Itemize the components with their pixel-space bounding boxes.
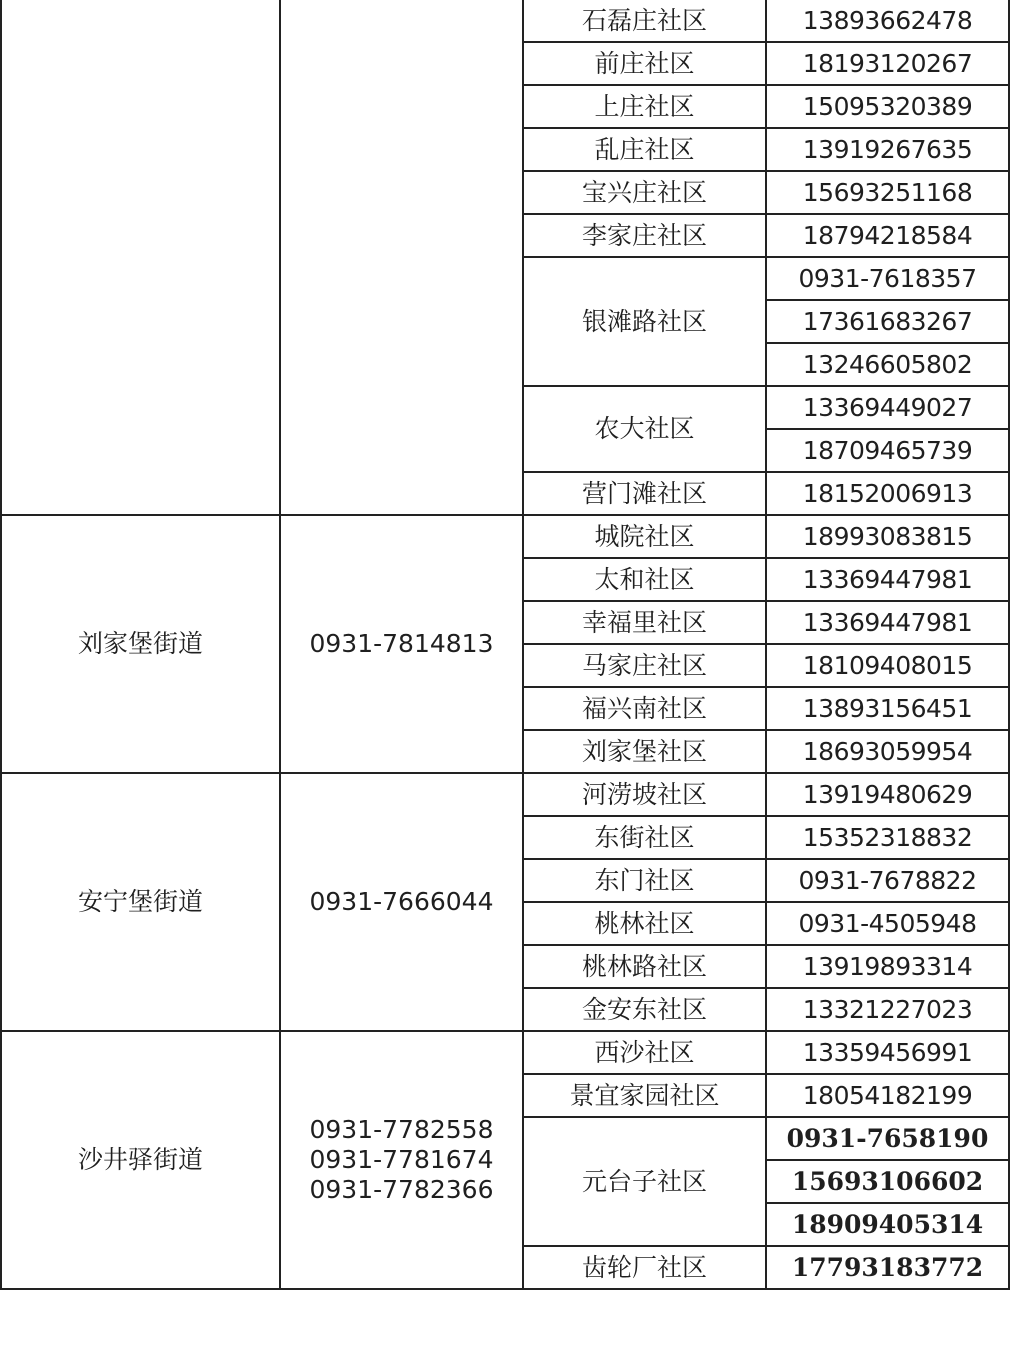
table-row xyxy=(1,1031,1009,1074)
community-phone-cell: 18152006913 xyxy=(766,472,1009,515)
community-phone-cell: 15352318832 xyxy=(766,816,1009,859)
community-phone-cell: 18054182199 xyxy=(766,1074,1009,1117)
community-phone-cell: 17361683267 xyxy=(766,300,1009,343)
community-name-cell: 桃林路社区 xyxy=(523,945,766,988)
community-name-cell: 齿轮厂社区 xyxy=(523,1246,766,1289)
community-phone-cell: 17793183772 xyxy=(766,1246,1009,1289)
street-name-cell: 沙井驿街道 xyxy=(1,1031,280,1289)
community-phone-cell: 13919893314 xyxy=(766,945,1009,988)
community-name-cell: 刘家堡社区 xyxy=(523,730,766,773)
street-phone: 0931-7782366 xyxy=(309,1175,494,1204)
community-phone-cell: 18109408015 xyxy=(766,644,1009,687)
community-name-cell: 西沙社区 xyxy=(523,1031,766,1074)
community-phone-cell: 0931-7658190 xyxy=(766,1117,1009,1160)
table-row xyxy=(1,0,1009,42)
community-phone-cell: 13919480629 xyxy=(766,773,1009,816)
street-phone-cell xyxy=(280,773,523,1031)
community-phone-cell: 0931-7678822 xyxy=(766,859,1009,902)
community-phone-cell: 13369447981 xyxy=(766,558,1009,601)
street-phone: 0931-7666044 xyxy=(309,887,494,916)
community-name-cell: 前庄社区 xyxy=(523,42,766,85)
street-phone-cell xyxy=(280,0,523,515)
community-name-cell: 宝兴庄社区 xyxy=(523,171,766,214)
community-phone-cell: 13919267635 xyxy=(766,128,1009,171)
community-phone-cell: 18794218584 xyxy=(766,214,1009,257)
community-phone-cell: 18709465739 xyxy=(766,429,1009,472)
community-phone-cell: 18693059954 xyxy=(766,730,1009,773)
community-name-cell: 桃林社区 xyxy=(523,902,766,945)
community-name-cell: 幸福里社区 xyxy=(523,601,766,644)
community-phone-cell: 13246605802 xyxy=(766,343,1009,386)
community-name-cell: 景宜家园社区 xyxy=(523,1074,766,1117)
community-phone-cell: 18193120267 xyxy=(766,42,1009,85)
community-phone-cell: 13321227023 xyxy=(766,988,1009,1031)
table-row xyxy=(1,515,1009,558)
community-phone-cell: 0931-7618357 xyxy=(766,257,1009,300)
community-name-cell: 李家庄社区 xyxy=(523,214,766,257)
community-phone-cell: 0931-4505948 xyxy=(766,902,1009,945)
community-name-cell: 河涝坡社区 xyxy=(523,773,766,816)
community-name-cell: 金安东社区 xyxy=(523,988,766,1031)
community-name-cell: 东门社区 xyxy=(523,859,766,902)
community-name-cell: 太和社区 xyxy=(523,558,766,601)
street-phone: 0931-7781674 xyxy=(309,1145,494,1174)
street-phone: 0931-7814813 xyxy=(309,629,494,658)
street-name-cell: 刘家堡街道 xyxy=(1,515,280,773)
community-name-cell: 上庄社区 xyxy=(523,85,766,128)
community-phone-cell: 13359456991 xyxy=(766,1031,1009,1074)
community-name-cell: 东街社区 xyxy=(523,816,766,859)
community-name-cell: 石磊庄社区 xyxy=(523,0,766,42)
street-name-cell xyxy=(1,0,280,515)
street-phone-cell xyxy=(280,1031,523,1289)
community-name-cell: 银滩路社区 xyxy=(523,257,766,386)
community-phone-cell: 13369447981 xyxy=(766,601,1009,644)
community-phone-cell: 13893662478 xyxy=(766,0,1009,42)
community-phone-cell: 15693106602 xyxy=(766,1160,1009,1203)
community-phone-cell: 18909405314 xyxy=(766,1203,1009,1246)
community-name-cell: 马家庄社区 xyxy=(523,644,766,687)
contact-table-body xyxy=(1,0,1009,1289)
table-row xyxy=(1,773,1009,816)
community-phone-cell: 15693251168 xyxy=(766,171,1009,214)
street-phone: 0931-7782558 xyxy=(309,1115,494,1144)
community-name-cell: 乱庄社区 xyxy=(523,128,766,171)
street-phone-cell xyxy=(280,515,523,773)
community-name-cell: 元台子社区 xyxy=(523,1117,766,1246)
community-name-cell: 营门滩社区 xyxy=(523,472,766,515)
community-phone-cell: 13369449027 xyxy=(766,386,1009,429)
community-phone-cell: 13893156451 xyxy=(766,687,1009,730)
street-name-cell: 安宁堡街道 xyxy=(1,773,280,1031)
community-phone-cell: 18993083815 xyxy=(766,515,1009,558)
community-name-cell: 福兴南社区 xyxy=(523,687,766,730)
community-name-cell: 农大社区 xyxy=(523,386,766,472)
community-name-cell: 城院社区 xyxy=(523,515,766,558)
community-phone-cell: 15095320389 xyxy=(766,85,1009,128)
